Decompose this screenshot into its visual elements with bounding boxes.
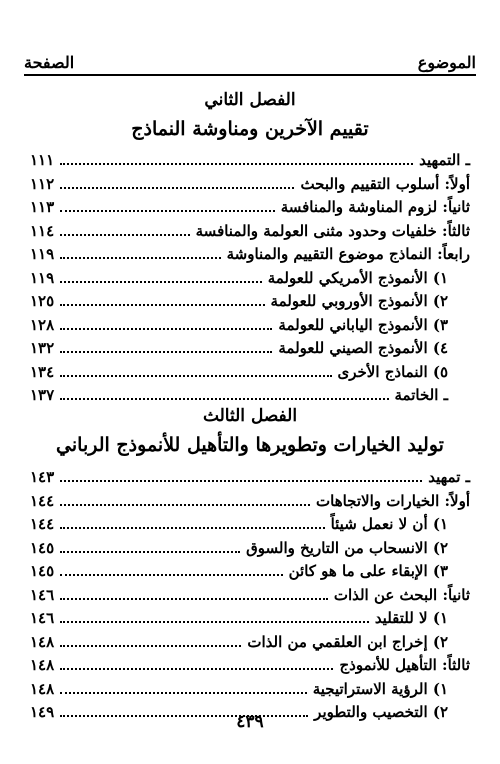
dot-leader [60, 257, 220, 259]
toc-entry-page: ١٤٦ [30, 585, 55, 604]
toc-entry [30, 288, 448, 312]
dot-leader [60, 210, 275, 212]
chapter2-heading: الفصل الثاني [204, 90, 296, 110]
header-rule [24, 74, 476, 76]
toc-entry-page: ١٣٤ [30, 362, 55, 381]
toc-entry-page: ١٤٩ [30, 703, 55, 721]
toc-entry-title: ١) الأنموذج الأمريكي للعولمة [267, 268, 448, 287]
toc-entry-title: ـ التمهيد [419, 151, 470, 169]
toc-entry-title: ٢) إخراج ابن العلقمي من الذات [247, 632, 448, 651]
toc-entry-page: ١٤٥ [30, 538, 55, 557]
dot-leader [60, 304, 264, 306]
dot-leader [60, 598, 328, 600]
dot-leader [60, 692, 307, 694]
toc-entry [30, 535, 448, 559]
toc-entry [30, 652, 470, 676]
toc-entry-page: ١٣٢ [30, 339, 55, 357]
toc-entry-title: ـ تمهيد [428, 468, 470, 486]
toc-entry-page: ١٤٣ [30, 468, 55, 486]
toc-entry-title: أولاً: أسلوب التقييم والبحث [300, 174, 470, 193]
toc-entry [30, 629, 448, 653]
toc-entry-page: ١٤٨ [30, 679, 55, 698]
toc-entry [30, 171, 470, 195]
dot-leader [60, 281, 262, 283]
toc-entry-page: ١١٣ [30, 198, 55, 216]
dot-leader [60, 398, 388, 400]
dot-leader [60, 504, 310, 506]
chapter3-title: توليد الخيارات وتطويرها والتأهيل للأنموذج الرباني [56, 434, 444, 456]
toc-entry-page: ١٤٦ [30, 609, 55, 627]
toc-entry-title: ١) أن لا نعمل شيئاً [330, 515, 448, 533]
dot-leader [60, 621, 369, 623]
toc-entry-title: ثالثاً: التأهيل للأنموذج [339, 656, 470, 674]
toc-entry [30, 488, 470, 512]
toc-entry-title: ثالثاً: خلفيات وحدود مثنى العولمة والمنافسة [195, 221, 470, 240]
toc-entry-title: ثانياً: لزوم المناوشة والمنافسة [280, 198, 470, 216]
toc-entry-page: ١٤٥ [30, 562, 55, 580]
toc-entry-title: ٥) النماذج الأخرى [337, 362, 448, 381]
dot-leader [60, 351, 272, 353]
chapter3-heading: الفصل الثالث [202, 406, 298, 426]
toc-entry [30, 218, 470, 242]
dot-leader [60, 328, 272, 330]
toc-entry [30, 382, 448, 406]
toc-entry [30, 312, 448, 336]
toc-entry [30, 241, 470, 265]
dot-leader [60, 480, 422, 482]
toc-entry-page: ١٤٤ [30, 491, 55, 510]
toc-entry [30, 194, 470, 218]
toc-entry-page: ١٢٨ [30, 315, 55, 334]
toc-entry [30, 582, 470, 606]
toc-entry-page: ١١٩ [30, 245, 55, 263]
dot-leader [60, 234, 189, 236]
toc-entry-page: ١٤٤ [30, 515, 55, 533]
toc-entry-title: أولاً: الخيارات والاتجاهات [316, 491, 470, 510]
dot-leader [60, 163, 413, 165]
toc-entry [30, 265, 448, 289]
subject-column-label: الموضوع [417, 53, 476, 72]
page-header [24, 44, 476, 72]
toc-entry [30, 605, 448, 629]
toc-entry-page: ١١٤ [30, 221, 55, 240]
toc-entry-title: ٢) التخصيب والتطوير [314, 703, 448, 721]
toc-entry-title: ثانياً: البحث عن الذات [333, 585, 470, 604]
dot-leader [60, 527, 324, 529]
toc-entry [30, 359, 448, 383]
toc-entry-page: ١٤٨ [30, 632, 55, 651]
toc-entry-page: ١٢٥ [30, 292, 55, 310]
toc-entry-page: ١١٩ [30, 268, 55, 287]
toc-entry-title: ـ الخاتمة [394, 386, 448, 404]
toc-entry [30, 558, 448, 582]
toc-entry-title: ٢) الانسحاب من التاريخ والسوق [246, 538, 448, 557]
toc-entry-title: ١) الرؤية الاستراتيجية [312, 679, 448, 698]
toc-entry [30, 147, 470, 171]
toc-entry [30, 511, 448, 535]
toc-entry-title: ٤) الأنموذج الصيني للعولمة [278, 339, 448, 357]
toc-entry-page: ١٣٧ [30, 386, 55, 404]
page-column-label: الصفحة [24, 53, 75, 72]
toc-entry-page: ١١٢ [30, 174, 55, 193]
toc-entry-title: ٣) الإبقاء على ما هو كائن [288, 562, 448, 580]
page-number: ٤٣٩ [236, 712, 264, 732]
dot-leader [60, 645, 241, 647]
toc-entry-title: رابعاً: النماذج موضوع التقييم والمناوشة [226, 245, 470, 263]
chapter2-title: تقييم الآخرين ومناوشة النماذج [131, 118, 369, 140]
dot-leader [60, 551, 240, 553]
dot-leader [60, 668, 333, 670]
toc-entry-page: ١٤٨ [30, 656, 55, 674]
toc-entry-title: ١) لا للتقليد [374, 609, 448, 627]
toc-entry [30, 676, 448, 700]
toc-entry [30, 335, 448, 359]
dot-leader [60, 574, 282, 576]
dot-leader [60, 187, 294, 189]
toc-entry-page: ١١١ [30, 151, 55, 169]
toc-entry-title: ٣) الأنموذج الياباني للعولمة [278, 315, 448, 334]
toc-entry-title: ٢) الأنموذج الأوروبي للعولمة [270, 292, 448, 310]
dot-leader [60, 375, 331, 377]
toc-entry [30, 464, 470, 488]
